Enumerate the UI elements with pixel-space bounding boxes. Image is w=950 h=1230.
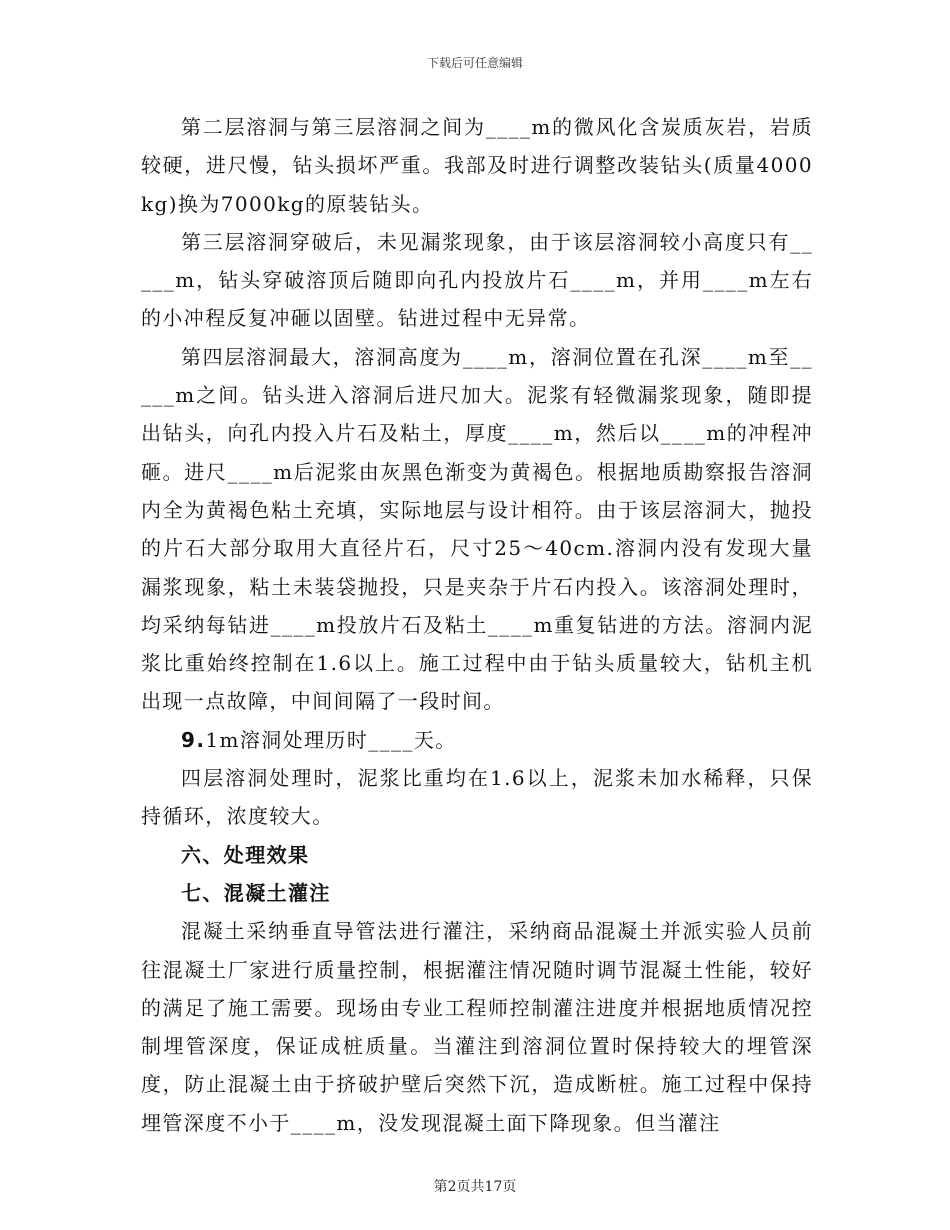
paragraph-concrete: 混凝土采纳垂直导管法进行灌注，采纳商品混凝土并派实验人员前往混凝土厂家进行质量控制，根据灌注情况随时调节混凝土性能，较好的满足了施工需要。现场由专业工程师控制灌注进度并根据地质情况控制埋管深度，保证成桩质量。当灌注到溶洞位置时保持较大的埋管深度，防止混凝土由于挤破护壁后突然下沉，造成断桩。施工过程中保持埋管深度不小于____m，没发现混凝土面下降现象。但当灌注 <box>141 919 813 1135</box>
paragraph-layer-4: 第四层溶洞最大，溶洞高度为____m，溶洞位置在孔深____m至_____m之间。钻头进入溶洞后进尺加大。泥浆有轻微漏浆现象，随即提出钻头，向孔内投入片石及粘土，厚度____m，然后以____m的冲程冲砸。进尺____m后泥浆由灰黑色渐变为黄褐色。根据地质勘察报告溶洞内全为黄褐色粘土充填，实际地层与设计相符。由于该层溶洞大，抛投的片石大部分取用大直径片石，尺寸25～40cm.溶洞内没有发现大量漏浆现象，粘土未装袋抛投，只是夹杂于片石内投入。该溶洞处理时，均采纳每钻进____m投放片石及粘土____m重复钻进的方法。溶洞内泥浆比重始终控制在1.6以上。施工过程中由于钻头质量较大，钻机主机出现一点故障，中间间隔了一段时间。 <box>141 344 813 714</box>
paragraph-layer-3: 第三层溶洞穿破后，未见漏浆现象，由于该层溶洞较小高度只有_____m，钻头穿破溶顶后随即向孔内投放片石____m，并用____m左右的小冲程反复冲砸以固壁。钻进过程中无异常。 <box>141 229 813 331</box>
document-body <box>141 108 813 1142</box>
page-header-note: 下载后可任意编辑 <box>426 56 523 70</box>
paragraph-duration <box>141 721 813 759</box>
section-heading-effect: 六、处理效果 <box>181 842 310 867</box>
list-number: 9. <box>181 727 206 752</box>
paragraph-layer-2-3: 第二层溶洞与第三层溶洞之间为____m的微风化含炭质灰岩，岩质较硬，进尺慢，钻头损坏严重。我部及时进行调整改装钻头(质量4000kg)换为7000kg的原装钻头。 <box>141 115 813 216</box>
page-number: 第2页共17页 <box>433 1179 517 1195</box>
paragraph-duration-text: 1m溶洞处理历时____天。 <box>205 727 457 752</box>
section-heading-concrete: 七、混凝土灌注 <box>181 880 331 905</box>
paragraph-four-layers: 四层溶洞处理时，泥浆比重均在1.6以上，泥浆未加水稀释，只保持循环，浓度较大。 <box>141 766 813 829</box>
